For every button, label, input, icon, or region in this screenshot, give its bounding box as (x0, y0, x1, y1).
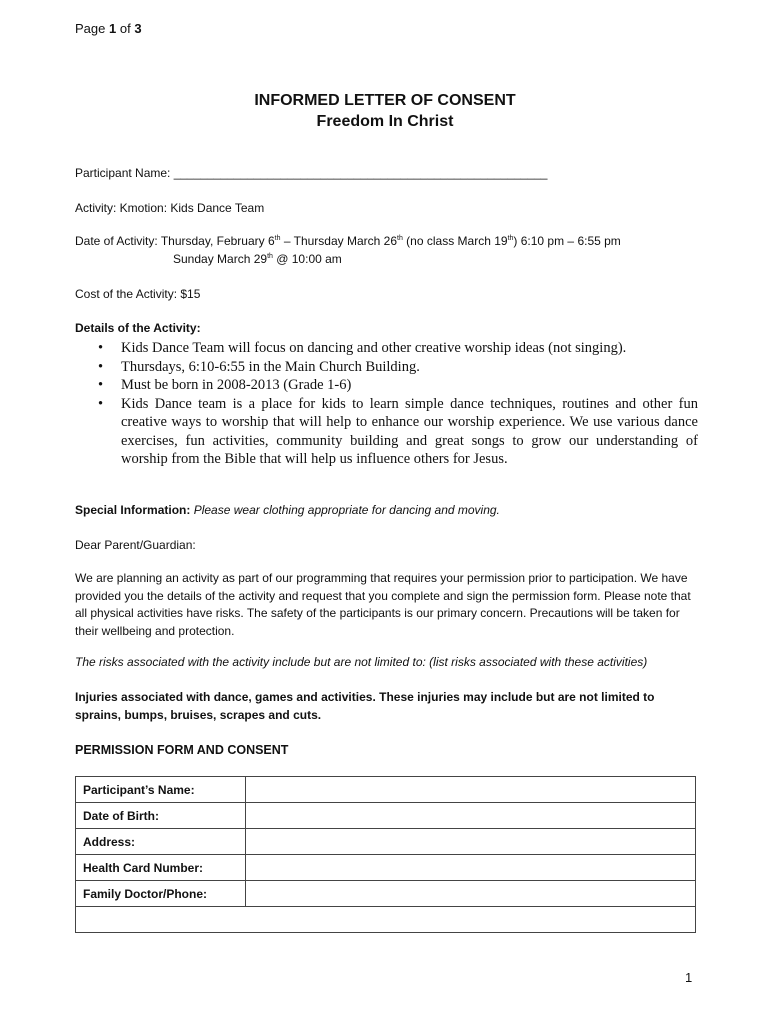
bullet-icon: • (98, 377, 104, 393)
address-field[interactable] (246, 829, 696, 855)
table-row (76, 777, 696, 803)
risks-line: The risks associated with the activity include but are not limited to: (list risks associated with these activities) (75, 655, 648, 669)
participant-name-line: Participant Name: ________________________________________________________ (75, 166, 548, 180)
body-paragraph: We are planning an activity as part of our programming that requires your permission prior to participation. We have provided you the details of the activity and request that you complete and sign the permission form. Please note that all physical activities have risks. The safety of the participants is our primary concern. Precautions will be taken for their wellbeing and protection. (75, 571, 691, 638)
date-of-activity: Date of Activity: Thursday, February 6th – Thursday March 26th (no class March 19th) 6:10 pm – 6:55 pm (75, 234, 621, 248)
details-heading: Details of the Activity: (75, 321, 201, 335)
document-subtitle: Freedom In Christ (316, 113, 454, 130)
family-doctor-field[interactable] (246, 881, 696, 907)
date-of-birth-field[interactable] (246, 803, 696, 829)
list-item: • Kids Dance team is a place for kids to learn simple dance techniques, routines and other fun creative ways to worship that will help to enhance our worship experience. We use various dance exercises, fun activities, community building and great songs to grow our understanding of worship from the Bible that will help us influence others for Jesus. (98, 395, 698, 467)
table-row (76, 803, 696, 829)
special-information: Special Information: Please wear clothing appropriate for dancing and moving. (75, 503, 500, 517)
page-header (75, 21, 142, 36)
activity-line: Activity: Kmotion: Kids Dance Team (75, 201, 265, 215)
bullet-icon: • (98, 340, 104, 356)
field-label-participant-name: Participant’s Name: (76, 777, 246, 803)
page-number: 1 (685, 970, 693, 985)
details-list (98, 339, 698, 469)
bullet-icon: • (98, 395, 104, 412)
injuries-paragraph: Injuries associated with dance, games and activities. These injuries may include but are not limited to sprains, bumps, bruises, scrapes and cuts. (75, 690, 655, 722)
form-heading: PERMISSION FORM AND CONSENT (75, 743, 289, 757)
page-of: of (119, 21, 131, 36)
health-card-field[interactable] (246, 855, 696, 881)
page-total: 3 (134, 21, 142, 36)
page-current: 1 (109, 21, 117, 36)
table-row (76, 855, 696, 881)
cost-line: Cost of the Activity: $15 (75, 287, 201, 301)
field-label-health-card: Health Card Number: (76, 855, 246, 881)
table-row-blank (76, 907, 696, 933)
list-item: • Kids Dance Team will focus on dancing and other creative worship ideas (not singing). (98, 340, 627, 356)
field-label-address: Address: (76, 829, 246, 855)
document-title: INFORMED LETTER OF CONSENT (254, 92, 516, 109)
date-of-activity-line2: Sunday March 29th @ 10:00 am (173, 252, 342, 266)
table-row (76, 881, 696, 907)
field-label-family-doctor: Family Doctor/Phone: (76, 881, 246, 907)
blank-field[interactable] (76, 907, 696, 933)
bullet-icon: • (98, 358, 104, 375)
participant-name-field[interactable] (246, 777, 696, 803)
salutation: Dear Parent/Guardian: (75, 538, 196, 552)
permission-form-table (75, 776, 696, 933)
list-item: • Must be born in 2008-2013 (Grade 1-6) (98, 377, 352, 393)
page-label: Page (75, 21, 106, 36)
table-row (76, 829, 696, 855)
field-label-date-of-birth: Date of Birth: (76, 803, 246, 829)
list-item: • Thursdays, 6:10-6:55 in the Main Church Building. (98, 358, 420, 375)
